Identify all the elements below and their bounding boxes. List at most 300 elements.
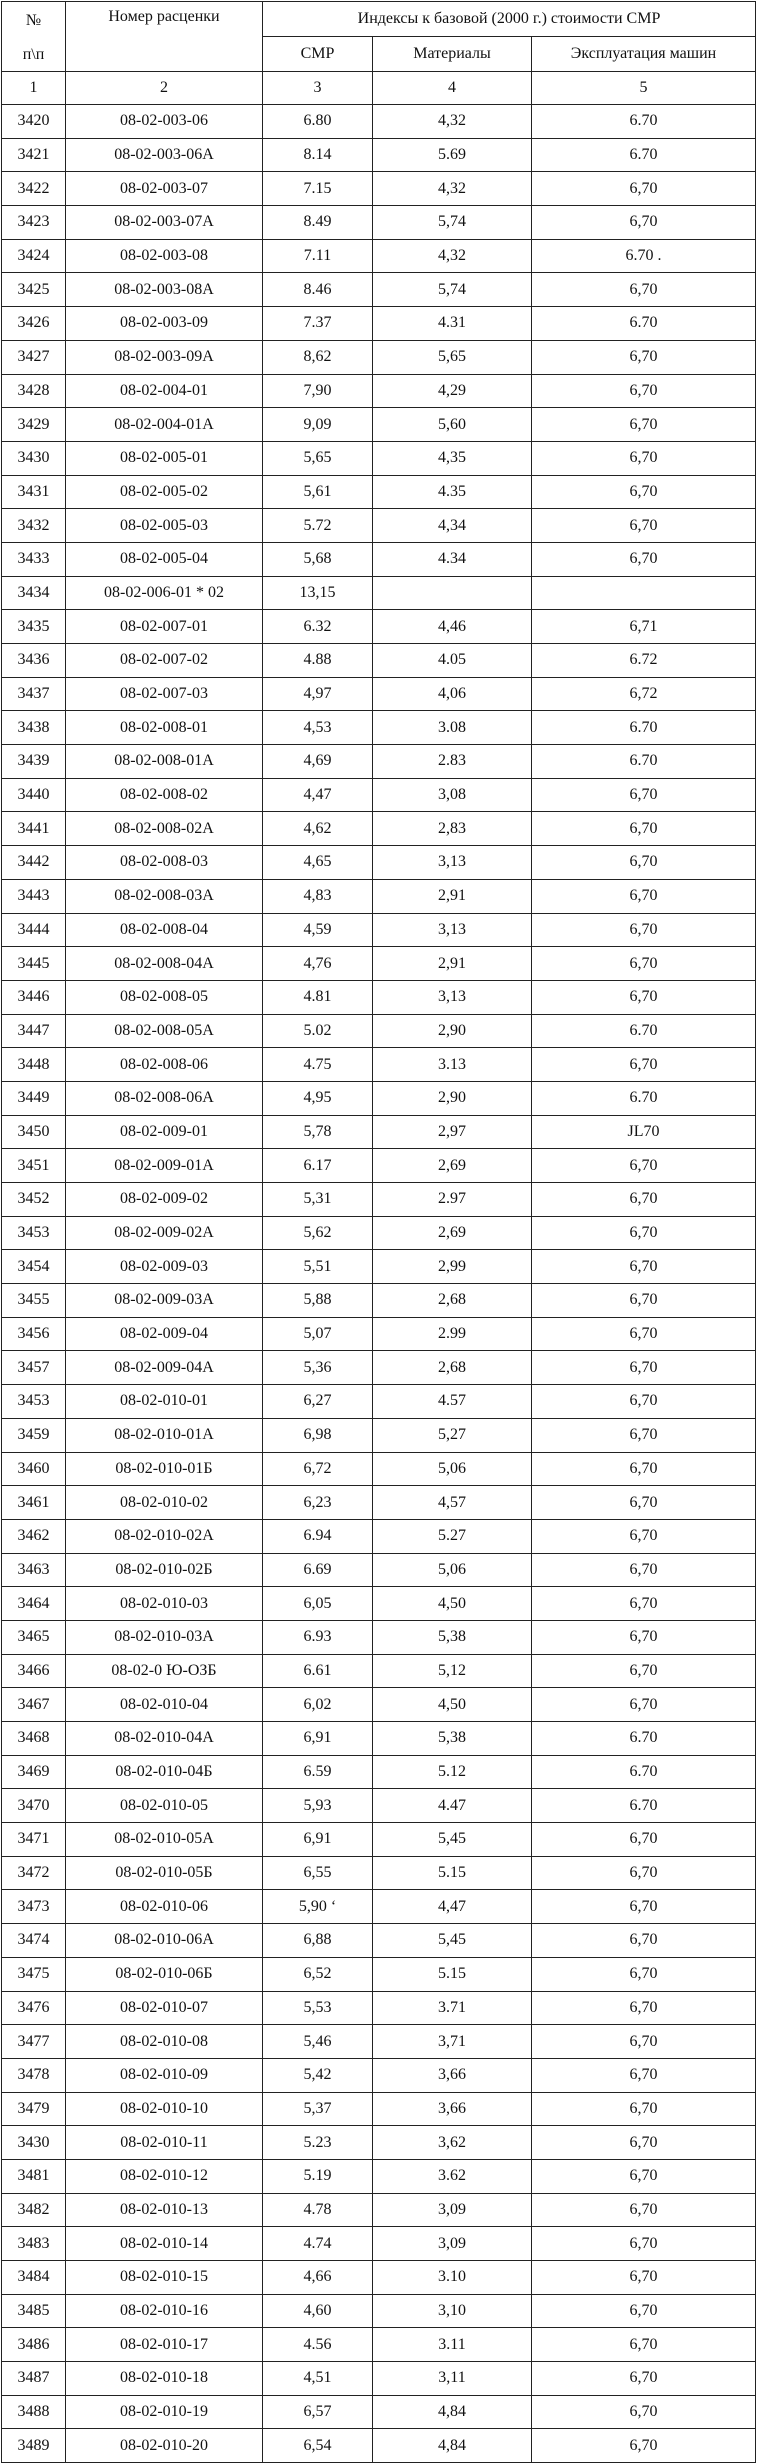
row-number-cell: 3468 (2, 1722, 66, 1756)
rate-code-cell: 08-02-010-01 (66, 1385, 263, 1419)
row-number-cell: 3435 (2, 610, 66, 644)
table-row (2, 1957, 756, 1991)
materials-index-cell (373, 576, 532, 610)
smr-index-cell: 5,53 (263, 1991, 373, 2025)
machines-index-cell: 6,70 (532, 1317, 756, 1351)
smr-index-cell: 6.94 (263, 1519, 373, 1553)
smr-index-cell: 4,66 (263, 2261, 373, 2295)
table-row (2, 340, 756, 374)
materials-index-cell: 2.83 (373, 745, 532, 779)
materials-index-cell: 2,90 (373, 1014, 532, 1048)
table-row (2, 172, 756, 206)
machines-index-cell: 6.70 (532, 307, 756, 341)
materials-index-cell: 3,10 (373, 2294, 532, 2328)
smr-index-cell: 6.32 (263, 610, 373, 644)
machines-index-cell: 6,70 (532, 273, 756, 307)
table-row (2, 1385, 756, 1419)
row-number-cell: 3449 (2, 1081, 66, 1115)
table-row (2, 1654, 756, 1688)
materials-index-cell: 2,90 (373, 1081, 532, 1115)
materials-index-cell: 5.15 (373, 1957, 532, 1991)
machines-index-cell: 6,70 (532, 374, 756, 408)
materials-index-cell: 2,99 (373, 1250, 532, 1284)
row-number-cell: 3469 (2, 1755, 66, 1789)
row-number-cell: 3466 (2, 1654, 66, 1688)
table-body (2, 105, 756, 2463)
rate-code-cell: 08-02-005-02 (66, 475, 263, 509)
smr-index-cell: 8,62 (263, 340, 373, 374)
row-number-cell: 3487 (2, 2362, 66, 2396)
machines-index-cell: 6,70 (532, 2261, 756, 2295)
table-row (2, 1553, 756, 1587)
machines-index-cell: 6.70 (532, 1014, 756, 1048)
materials-index-cell: 5,12 (373, 1654, 532, 1688)
smr-index-cell: 13,15 (263, 576, 373, 610)
smr-index-cell: 8.46 (263, 273, 373, 307)
rate-code-cell: 08-02-010-16 (66, 2294, 263, 2328)
machines-index-cell: 6,70 (532, 2092, 756, 2126)
table-row (2, 105, 756, 139)
row-number-cell: 3459 (2, 1418, 66, 1452)
machines-index-cell: 6,70 (532, 2362, 756, 2396)
header-code: Номер расценки (66, 2, 263, 72)
rate-code-cell: 08-02-003-08А (66, 273, 263, 307)
table-header (2, 2, 756, 105)
table-row (2, 138, 756, 172)
row-number-cell: 3451 (2, 1149, 66, 1183)
rate-code-cell: 08-02-006-01 * 02 (66, 576, 263, 610)
smr-index-cell: 6,98 (263, 1418, 373, 1452)
machines-index-cell: 6,70 (532, 980, 756, 1014)
rate-code-cell: 08-02-008-02А (66, 812, 263, 846)
materials-index-cell: 3.71 (373, 1991, 532, 2025)
smr-index-cell: 5,90 ‘ (263, 1890, 373, 1924)
table-row (2, 610, 756, 644)
row-number-cell: 3437 (2, 677, 66, 711)
machines-index-cell: 6.70 . (532, 239, 756, 273)
table-row (2, 1688, 756, 1722)
rate-code-cell: 08-02-010-04 (66, 1688, 263, 1722)
materials-index-cell: 2.99 (373, 1317, 532, 1351)
smr-index-cell: 4,65 (263, 846, 373, 880)
row-number-cell: 3422 (2, 172, 66, 206)
row-number-cell: 3434 (2, 576, 66, 610)
smr-index-cell: 4.78 (263, 2193, 373, 2227)
smr-index-cell: 6.59 (263, 1755, 373, 1789)
materials-index-cell: 4,32 (373, 172, 532, 206)
row-number-cell: 3452 (2, 1183, 66, 1217)
rate-code-cell: 08-02-009-01А (66, 1149, 263, 1183)
materials-index-cell: 5,45 (373, 1924, 532, 1958)
row-number-cell: 3464 (2, 1587, 66, 1621)
smr-index-cell: 4,62 (263, 812, 373, 846)
row-number-cell: 3450 (2, 1115, 66, 1149)
smr-index-cell: 5.23 (263, 2126, 373, 2160)
rate-code-cell: 08-02-008-03 (66, 846, 263, 880)
materials-index-cell: 3.10 (373, 2261, 532, 2295)
header-number-abbrev: п\п (22, 45, 45, 63)
smr-index-cell: 7.37 (263, 307, 373, 341)
machines-index-cell: 6,70 (532, 1149, 756, 1183)
smr-index-cell: 8.49 (263, 206, 373, 240)
table-row (2, 778, 756, 812)
rate-code-cell: 08-02-010-02 (66, 1486, 263, 1520)
machines-index-cell: 6,70 (532, 2395, 756, 2429)
rate-code-cell: 08-02-010-06Б (66, 1957, 263, 1991)
materials-index-cell: 2,69 (373, 1149, 532, 1183)
table-row (2, 1519, 756, 1553)
rate-code-cell: 08-02-008-03А (66, 879, 263, 913)
smr-index-cell: 4.56 (263, 2328, 373, 2362)
rate-code-cell: 08-02-005-03 (66, 509, 263, 543)
machines-index-cell: 6,70 (532, 1048, 756, 1082)
table-row (2, 2429, 756, 2463)
row-number-cell: 3420 (2, 105, 66, 139)
materials-index-cell: 4,50 (373, 1587, 532, 1621)
table-row (2, 1722, 756, 1756)
rate-code-cell: 08-02-007-02 (66, 644, 263, 678)
rate-code-cell: 08-02-008-06 (66, 1048, 263, 1082)
rate-code-cell: 08-02-008-02 (66, 778, 263, 812)
machines-index-cell: 6,70 (532, 340, 756, 374)
row-number-cell: 3470 (2, 1789, 66, 1823)
smr-index-cell: 6,91 (263, 1722, 373, 1756)
materials-index-cell: 5,45 (373, 1823, 532, 1857)
machines-index-cell: 6,70 (532, 2294, 756, 2328)
machines-index-cell: 6,70 (532, 2058, 756, 2092)
machines-index-cell: 6,70 (532, 1620, 756, 1654)
rate-code-cell: 08-02-010-01А (66, 1418, 263, 1452)
table-row (2, 1486, 756, 1520)
smr-index-cell: 6,23 (263, 1486, 373, 1520)
rate-code-cell: 08-02-010-14 (66, 2227, 263, 2261)
row-number-cell: 3431 (2, 475, 66, 509)
row-number-cell: 3485 (2, 2294, 66, 2328)
machines-index-cell: 6,70 (532, 1587, 756, 1621)
machines-index-cell: 6,70 (532, 2126, 756, 2160)
machines-index-cell: 6,70 (532, 1250, 756, 1284)
rate-code-cell: 08-02-008-01А (66, 745, 263, 779)
table-row (2, 1351, 756, 1385)
rate-code-cell: 08-02-010-05А (66, 1823, 263, 1857)
row-number-cell: 3427 (2, 340, 66, 374)
rate-code-cell: 08-02-003-07 (66, 172, 263, 206)
machines-index-cell: 6,70 (532, 1553, 756, 1587)
table-row (2, 374, 756, 408)
machines-index-cell: 6.70 (532, 745, 756, 779)
table-row (2, 307, 756, 341)
table-row (2, 1991, 756, 2025)
machines-index-cell: 6,70 (532, 408, 756, 442)
smr-index-cell: 4,97 (263, 677, 373, 711)
table-row (2, 879, 756, 913)
row-number-cell: 3461 (2, 1486, 66, 1520)
table-row (2, 2328, 756, 2362)
table-row (2, 1115, 756, 1149)
machines-index-cell: 6,70 (532, 947, 756, 981)
row-number-cell: 3430 (2, 441, 66, 475)
table-row (2, 2092, 756, 2126)
row-number-cell: 3433 (2, 542, 66, 576)
machines-index-cell: 6,70 (532, 2227, 756, 2261)
rate-code-cell: 08-02-010-09 (66, 2058, 263, 2092)
rate-code-cell: 08-02-010-06А (66, 1924, 263, 1958)
materials-index-cell: 3,09 (373, 2227, 532, 2261)
smr-index-cell: 5.02 (263, 1014, 373, 1048)
rate-code-cell: 08-02-008-05 (66, 980, 263, 1014)
table-row (2, 1048, 756, 1082)
table-row (2, 475, 756, 509)
machines-index-cell: 6,70 (532, 2159, 756, 2193)
table-row (2, 2395, 756, 2429)
smr-index-cell: 5,93 (263, 1789, 373, 1823)
header-row-number (2, 2, 66, 72)
smr-index-cell: 5.19 (263, 2159, 373, 2193)
materials-index-cell: 4.05 (373, 644, 532, 678)
rate-code-cell: 08-02-010-13 (66, 2193, 263, 2227)
rate-code-cell: 08-02-009-03А (66, 1284, 263, 1318)
table-row (2, 812, 756, 846)
table-row (2, 1587, 756, 1621)
header-number-sign: № (25, 11, 42, 29)
table-row (2, 2294, 756, 2328)
smr-index-cell: 6.61 (263, 1654, 373, 1688)
header-machines: Эксплуатация машин (532, 37, 756, 72)
table-row (2, 1183, 756, 1217)
row-number-cell: 3482 (2, 2193, 66, 2227)
row-number-cell: 3486 (2, 2328, 66, 2362)
smr-index-cell: 5,65 (263, 441, 373, 475)
rate-code-cell: 08-02-009-02А (66, 1216, 263, 1250)
table-row (2, 711, 756, 745)
materials-index-cell: 4,84 (373, 2395, 532, 2429)
row-number-cell: 3456 (2, 1317, 66, 1351)
materials-index-cell: 5,06 (373, 1553, 532, 1587)
materials-index-cell: 5,74 (373, 273, 532, 307)
row-number-cell: 3441 (2, 812, 66, 846)
rate-code-cell: 08-02-003-09А (66, 340, 263, 374)
materials-index-cell: 2,91 (373, 879, 532, 913)
table-row (2, 1250, 756, 1284)
table-row (2, 846, 756, 880)
materials-index-cell: 5,74 (373, 206, 532, 240)
machines-index-cell: 6,70 (532, 2025, 756, 2059)
machines-index-cell: 6,70 (532, 1385, 756, 1419)
table-row (2, 2126, 756, 2160)
smr-index-cell: 6,57 (263, 2395, 373, 2429)
materials-index-cell: 3.11 (373, 2328, 532, 2362)
machines-index-cell: 6.70 (532, 1755, 756, 1789)
table-row (2, 408, 756, 442)
rate-code-cell: 08-02-008-06А (66, 1081, 263, 1115)
materials-index-cell: 3,71 (373, 2025, 532, 2059)
smr-index-cell: 4,95 (263, 1081, 373, 1115)
table-row (2, 2227, 756, 2261)
row-number-cell: 3426 (2, 307, 66, 341)
rate-code-cell: 08-02-005-01 (66, 441, 263, 475)
row-number-cell: 3481 (2, 2159, 66, 2193)
table-row (2, 2058, 756, 2092)
rate-code-cell: 08-02-010-01Б (66, 1452, 263, 1486)
rate-code-cell: 08-02-010-17 (66, 2328, 263, 2362)
header-colnum-3: 3 (263, 72, 373, 105)
materials-index-cell: 5.27 (373, 1519, 532, 1553)
rate-code-cell: 08-02-010-07 (66, 1991, 263, 2025)
rate-code-cell: 08-02-010-04А (66, 1722, 263, 1756)
materials-index-cell: 5.15 (373, 1856, 532, 1890)
table-row (2, 745, 756, 779)
row-number-cell: 3462 (2, 1519, 66, 1553)
machines-index-cell: JL70 (532, 1115, 756, 1149)
machines-index-cell: 6,70 (532, 1890, 756, 1924)
materials-index-cell: 3,66 (373, 2092, 532, 2126)
rate-code-cell: 08-02-009-01 (66, 1115, 263, 1149)
row-number-cell: 3489 (2, 2429, 66, 2463)
table-row (2, 239, 756, 273)
table-row (2, 1452, 756, 1486)
materials-index-cell: 4,34 (373, 509, 532, 543)
rate-code-cell: 08-02-008-05А (66, 1014, 263, 1048)
smr-index-cell: 6,52 (263, 1957, 373, 1991)
header-materials: Материалы (373, 37, 532, 72)
machines-index-cell (532, 576, 756, 610)
materials-index-cell: 3.08 (373, 711, 532, 745)
materials-index-cell: 4,32 (373, 105, 532, 139)
smr-index-cell: 6,91 (263, 1823, 373, 1857)
row-number-cell: 3453 (2, 1385, 66, 1419)
smr-index-cell: 5,42 (263, 2058, 373, 2092)
materials-index-cell: 5.12 (373, 1755, 532, 1789)
machines-index-cell: 6.70 (532, 711, 756, 745)
table-row (2, 1216, 756, 1250)
row-number-cell: 3453 (2, 1216, 66, 1250)
row-number-cell: 3440 (2, 778, 66, 812)
table-row (2, 1856, 756, 1890)
rate-code-cell: 08-02-010-20 (66, 2429, 263, 2463)
materials-index-cell: 4.34 (373, 542, 532, 576)
smr-index-cell: 4,60 (263, 2294, 373, 2328)
table-row (2, 1755, 756, 1789)
materials-index-cell: 4,06 (373, 677, 532, 711)
materials-index-cell: 5,27 (373, 1418, 532, 1452)
smr-index-cell: 6,54 (263, 2429, 373, 2463)
table-row (2, 1317, 756, 1351)
header-smr: СМР (263, 37, 373, 72)
machines-index-cell: 6,70 (532, 1284, 756, 1318)
rate-code-cell: 08-02-003-09 (66, 307, 263, 341)
smr-index-cell: 8.14 (263, 138, 373, 172)
machines-index-cell: 6,70 (532, 1957, 756, 1991)
smr-index-cell: 5,46 (263, 2025, 373, 2059)
rate-code-cell: 08-02-010-05 (66, 1789, 263, 1823)
smr-index-cell: 6.93 (263, 1620, 373, 1654)
row-number-cell: 3439 (2, 745, 66, 779)
table-row (2, 1284, 756, 1318)
smr-index-cell: 7.15 (263, 172, 373, 206)
materials-index-cell: 4,29 (373, 374, 532, 408)
machines-index-cell: 6,70 (532, 1452, 756, 1486)
machines-index-cell: 6,70 (532, 2429, 756, 2463)
machines-index-cell: 6,70 (532, 509, 756, 543)
row-number-cell: 3471 (2, 1823, 66, 1857)
rate-code-cell: 08-02-010-12 (66, 2159, 263, 2193)
materials-index-cell: 3,09 (373, 2193, 532, 2227)
header-colnum-1: 1 (2, 72, 66, 105)
header-colnum-5: 5 (532, 72, 756, 105)
table-row (2, 273, 756, 307)
machines-index-cell: 6.70 (532, 1722, 756, 1756)
row-number-cell: 3428 (2, 374, 66, 408)
rate-code-cell: 08-02-010-10 (66, 2092, 263, 2126)
materials-index-cell: 5.69 (373, 138, 532, 172)
table-row (2, 1149, 756, 1183)
table-row (2, 509, 756, 543)
table-row (2, 1418, 756, 1452)
machines-index-cell: 6.70 (532, 1789, 756, 1823)
materials-index-cell: 4.57 (373, 1385, 532, 1419)
smr-index-cell: 5.72 (263, 509, 373, 543)
smr-index-cell: 4,53 (263, 711, 373, 745)
smr-index-cell: 7.11 (263, 239, 373, 273)
machines-index-cell: 6.70 (532, 1081, 756, 1115)
smr-index-cell: 4,83 (263, 879, 373, 913)
smr-index-cell: 4.88 (263, 644, 373, 678)
rate-code-cell: 08-02-010-11 (66, 2126, 263, 2160)
materials-index-cell: 3,66 (373, 2058, 532, 2092)
table-row (2, 206, 756, 240)
row-number-cell: 3443 (2, 879, 66, 913)
machines-index-cell: 6,70 (532, 1924, 756, 1958)
machines-index-cell: 6,71 (532, 610, 756, 644)
table-row (2, 913, 756, 947)
rate-code-cell: 08-02-010-02А (66, 1519, 263, 1553)
smr-index-cell: 5,62 (263, 1216, 373, 1250)
machines-index-cell: 6,70 (532, 2193, 756, 2227)
rate-code-cell: 08-02-003-07А (66, 206, 263, 240)
table-row (2, 1924, 756, 1958)
row-number-cell: 3454 (2, 1250, 66, 1284)
smr-index-cell: 5,61 (263, 475, 373, 509)
rate-code-cell: 08-02-003-06А (66, 138, 263, 172)
smr-index-cell: 5,78 (263, 1115, 373, 1149)
rate-code-cell: 08-02-004-01А (66, 408, 263, 442)
machines-index-cell: 6,70 (532, 2328, 756, 2362)
smr-index-cell: 6,27 (263, 1385, 373, 1419)
row-number-cell: 3478 (2, 2058, 66, 2092)
row-number-cell: 3457 (2, 1351, 66, 1385)
smr-index-cell: 5,07 (263, 1317, 373, 1351)
smr-index-cell: 5,88 (263, 1284, 373, 1318)
smr-index-cell: 5,68 (263, 542, 373, 576)
row-number-cell: 3465 (2, 1620, 66, 1654)
smr-index-cell: 4,59 (263, 913, 373, 947)
smr-index-cell: 4.81 (263, 980, 373, 1014)
table-row (2, 2362, 756, 2396)
rate-code-cell: 08-02-008-01 (66, 711, 263, 745)
rate-code-cell: 08-02-005-04 (66, 542, 263, 576)
machines-index-cell: 6,70 (532, 879, 756, 913)
smr-index-cell: 6,05 (263, 1587, 373, 1621)
machines-index-cell: 6,70 (532, 1654, 756, 1688)
index-table (1, 1, 756, 2463)
rate-code-cell: 08-02-010-03 (66, 1587, 263, 1621)
materials-index-cell: 4.35 (373, 475, 532, 509)
row-number-cell: 3442 (2, 846, 66, 880)
row-number-cell: 3446 (2, 980, 66, 1014)
materials-index-cell: 4,47 (373, 1890, 532, 1924)
smr-index-cell: 4,51 (263, 2362, 373, 2396)
table-row (2, 441, 756, 475)
